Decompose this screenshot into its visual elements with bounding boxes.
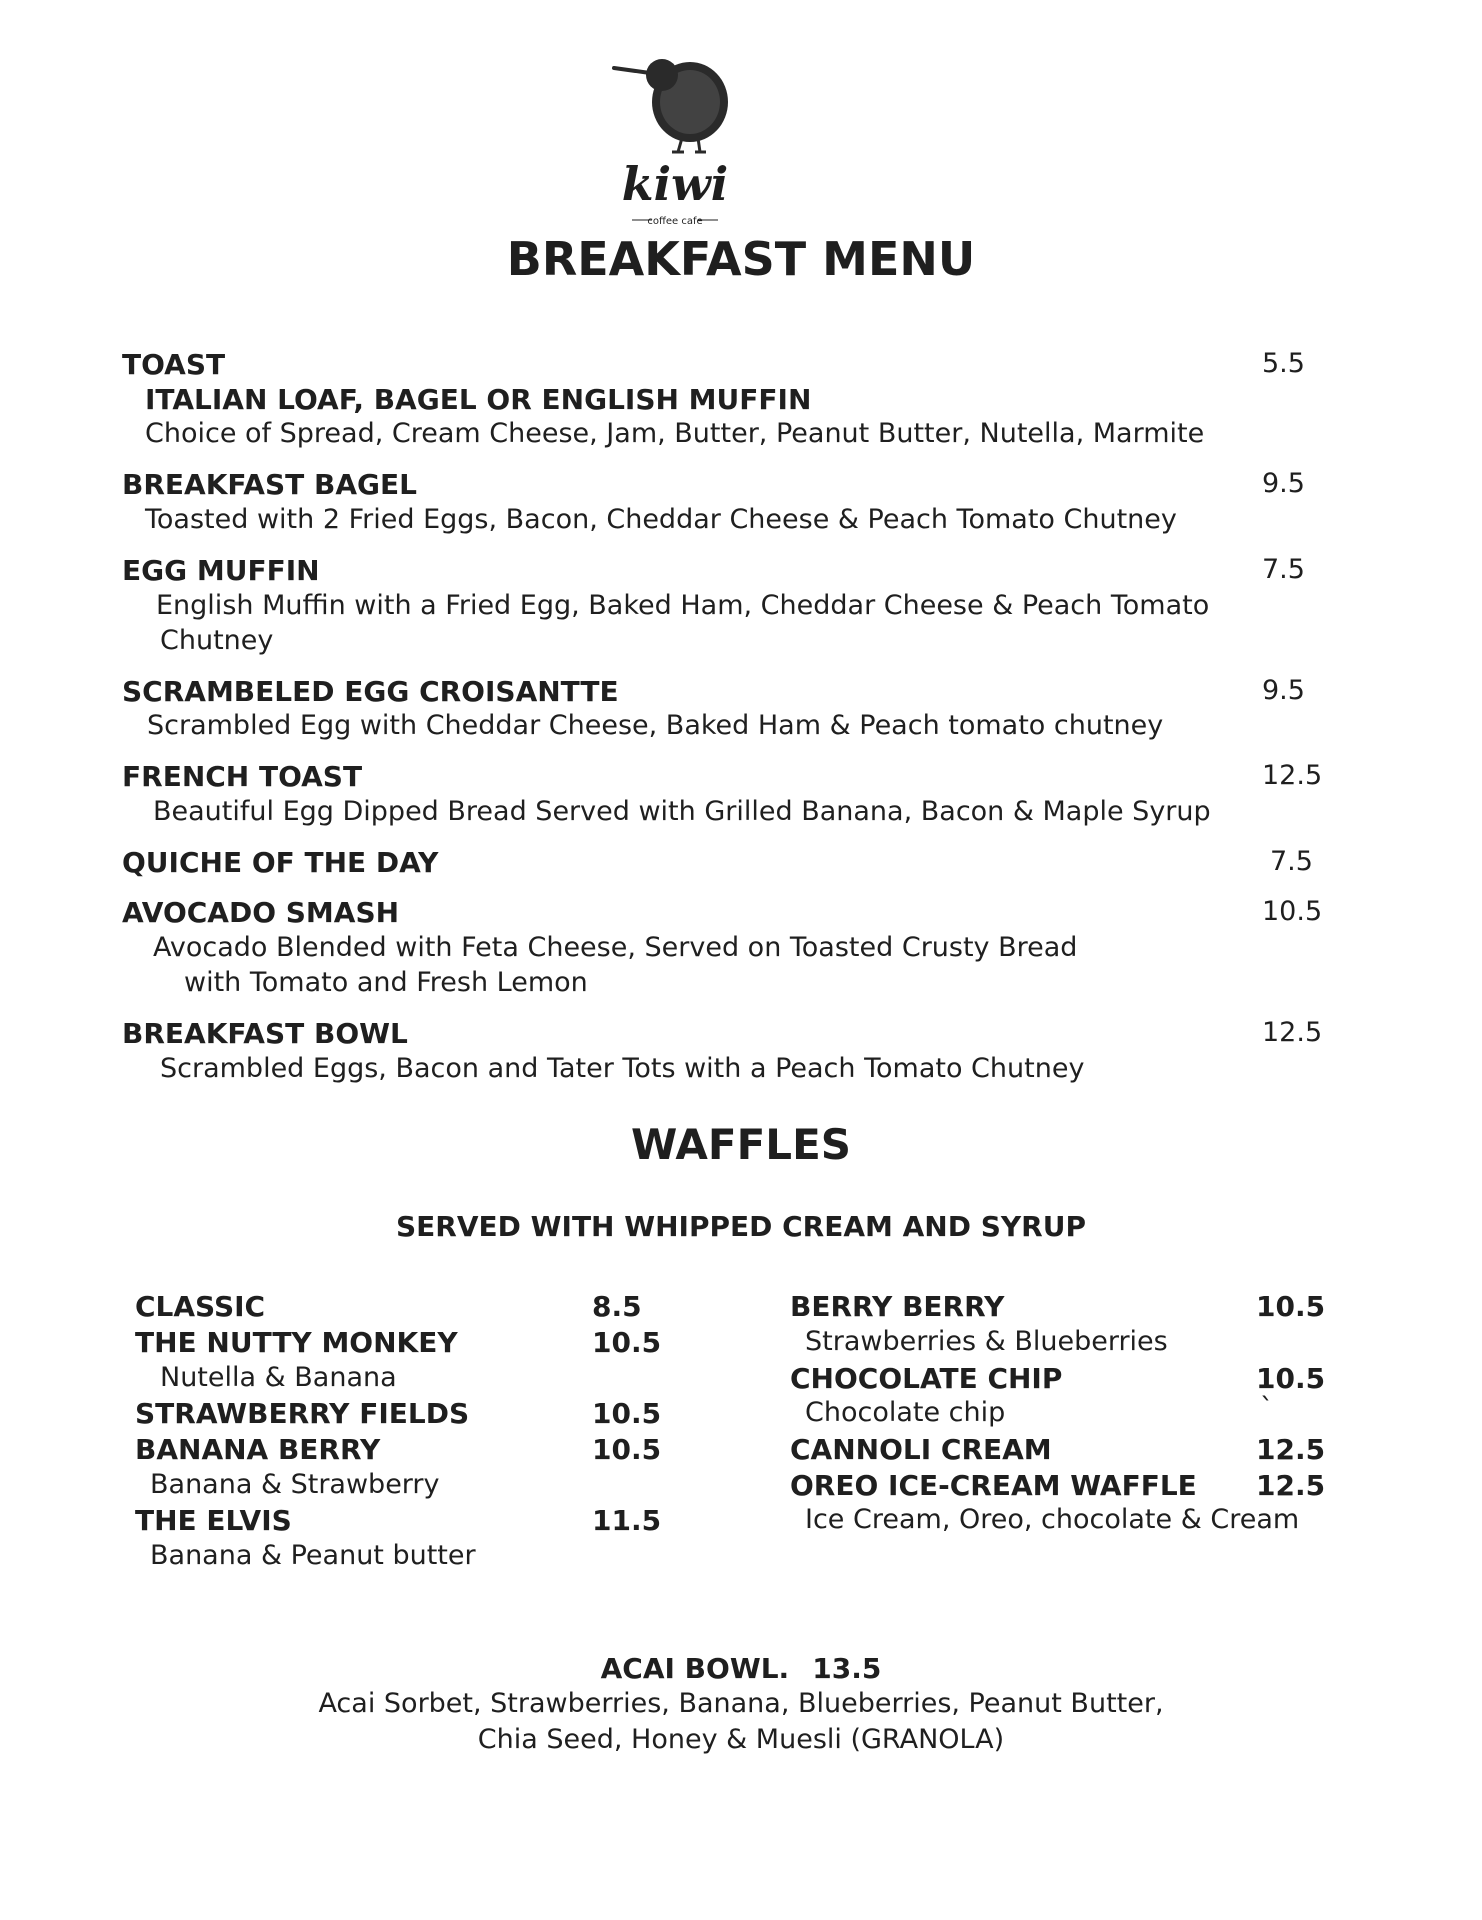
waffle-berry-berry-name: BERRY BERRY (790, 1290, 1005, 1323)
logo-tagline: coffee cafe (647, 216, 703, 227)
item-bagel-name: BREAKFAST BAGEL (122, 468, 417, 501)
acai-name: ACAI BOWL. (600, 1652, 790, 1685)
item-avocado-name: AVOCADO SMASH (122, 896, 400, 929)
item-croissant-name: SCRAMBELED EGG CROISANTTE (122, 675, 619, 708)
acai-desc-line1: Acai Sorbet, Strawberries, Banana, Blueberries, Peanut Butter, (318, 1688, 1164, 1719)
item-french-toast-price: 12.5 (1262, 760, 1323, 791)
item-egg-muffin-name: EGG MUFFIN (122, 554, 320, 587)
acai-price: 13.5 (812, 1652, 882, 1685)
item-bagel-price: 9.5 (1262, 468, 1305, 499)
item-egg-muffin-price: 7.5 (1262, 554, 1305, 585)
item-toast-price: 5.5 (1262, 348, 1305, 379)
item-toast-subtitle: ITALIAN LOAF, BAGEL OR ENGLISH MUFFIN (145, 383, 812, 416)
waffle-chocolate-chip-price: 10.5 (1256, 1362, 1326, 1395)
waffle-elvis-price: 11.5 (592, 1504, 662, 1537)
kiwi-logo (600, 40, 750, 240)
waffle-elvis-desc: Banana & Peanut butter (150, 1540, 476, 1571)
waffle-nutty-monkey-name: THE NUTTY MONKEY (135, 1326, 458, 1359)
item-bowl-price: 12.5 (1262, 1017, 1323, 1048)
waffle-berry-berry-price: 10.5 (1256, 1290, 1326, 1323)
item-croissant-desc: Scrambled Egg with Cheddar Cheese, Baked Ham & Peach tomato chutney (147, 710, 1164, 741)
waffle-nutty-monkey-price: 10.5 (592, 1326, 662, 1359)
acai-heading (0, 1652, 1482, 1685)
item-bowl-name: BREAKFAST BOWL (122, 1017, 408, 1050)
waffles-title: WAFFLES (630, 1120, 852, 1169)
waffle-classic-price: 8.5 (592, 1290, 642, 1323)
waffle-cannoli-name: CANNOLI CREAM (790, 1433, 1052, 1466)
waffle-cannoli-price: 12.5 (1256, 1433, 1326, 1466)
item-bowl-desc: Scrambled Eggs, Bacon and Tater Tots with a Peach Tomato Chutney (160, 1053, 1085, 1084)
item-croissant-price: 9.5 (1262, 675, 1305, 706)
item-toast-name: TOAST (122, 348, 226, 381)
item-quiche-price: 7.5 (1270, 846, 1313, 877)
waffle-chocolate-chip-desc: Chocolate chip (805, 1397, 1006, 1428)
waffle-oreo-price: 12.5 (1256, 1469, 1326, 1502)
stray-mark: ` (1260, 1393, 1274, 1424)
item-quiche-name: QUICHE OF THE DAY (122, 846, 439, 879)
logo-name: kiwi (621, 157, 729, 211)
waffle-berry-berry-desc: Strawberries & Blueberries (805, 1326, 1168, 1357)
item-avocado-desc-line2: with Tomato and Fresh Lemon (184, 967, 588, 998)
waffle-elvis-name: THE ELVIS (135, 1504, 292, 1537)
acai-desc-line2: Chia Seed, Honey & Muesli (GRANOLA) (477, 1724, 1005, 1755)
item-egg-muffin-desc-line1: English Muffin with a Fried Egg, Baked Ham, Cheddar Cheese & Peach Tomato (156, 590, 1210, 621)
waffle-banana-berry-name: BANANA BERRY (135, 1433, 381, 1466)
kiwi-bird-icon (600, 40, 750, 240)
item-avocado-desc-line1: Avocado Blended with Feta Cheese, Served on Toasted Crusty Bread (153, 932, 1078, 963)
waffle-oreo-name: OREO ICE-CREAM WAFFLE (790, 1469, 1197, 1502)
item-egg-muffin-desc-line2: Chutney (160, 625, 274, 656)
waffle-chocolate-chip-name: CHOCOLATE CHIP (790, 1362, 1063, 1395)
waffle-strawberry-fields-price: 10.5 (592, 1397, 662, 1430)
waffles-subtitle: SERVED WITH WHIPPED CREAM AND SYRUP (396, 1210, 1086, 1243)
item-bagel-desc: Toasted with 2 Fried Eggs, Bacon, Cheddar Cheese & Peach Tomato Chutney (145, 504, 1177, 535)
waffle-banana-berry-price: 10.5 (592, 1433, 662, 1466)
waffle-classic-name: CLASSIC (135, 1290, 266, 1323)
item-french-toast-desc: Beautiful Egg Dipped Bread Served with Grilled Banana, Bacon & Maple Syrup (153, 796, 1211, 827)
item-french-toast-name: FRENCH TOAST (122, 760, 363, 793)
page-title: BREAKFAST MENU (506, 232, 976, 286)
waffle-oreo-desc: Ice Cream, Oreo, chocolate & Cream (805, 1504, 1300, 1535)
waffle-nutty-monkey-desc: Nutella & Banana (160, 1362, 397, 1393)
item-avocado-price: 10.5 (1262, 896, 1323, 927)
waffle-strawberry-fields-name: STRAWBERRY FIELDS (135, 1397, 470, 1430)
item-toast-desc: Choice of Spread, Cream Cheese, Jam, Butter, Peanut Butter, Nutella, Marmite (145, 418, 1205, 449)
waffle-banana-berry-desc: Banana & Strawberry (150, 1469, 440, 1500)
